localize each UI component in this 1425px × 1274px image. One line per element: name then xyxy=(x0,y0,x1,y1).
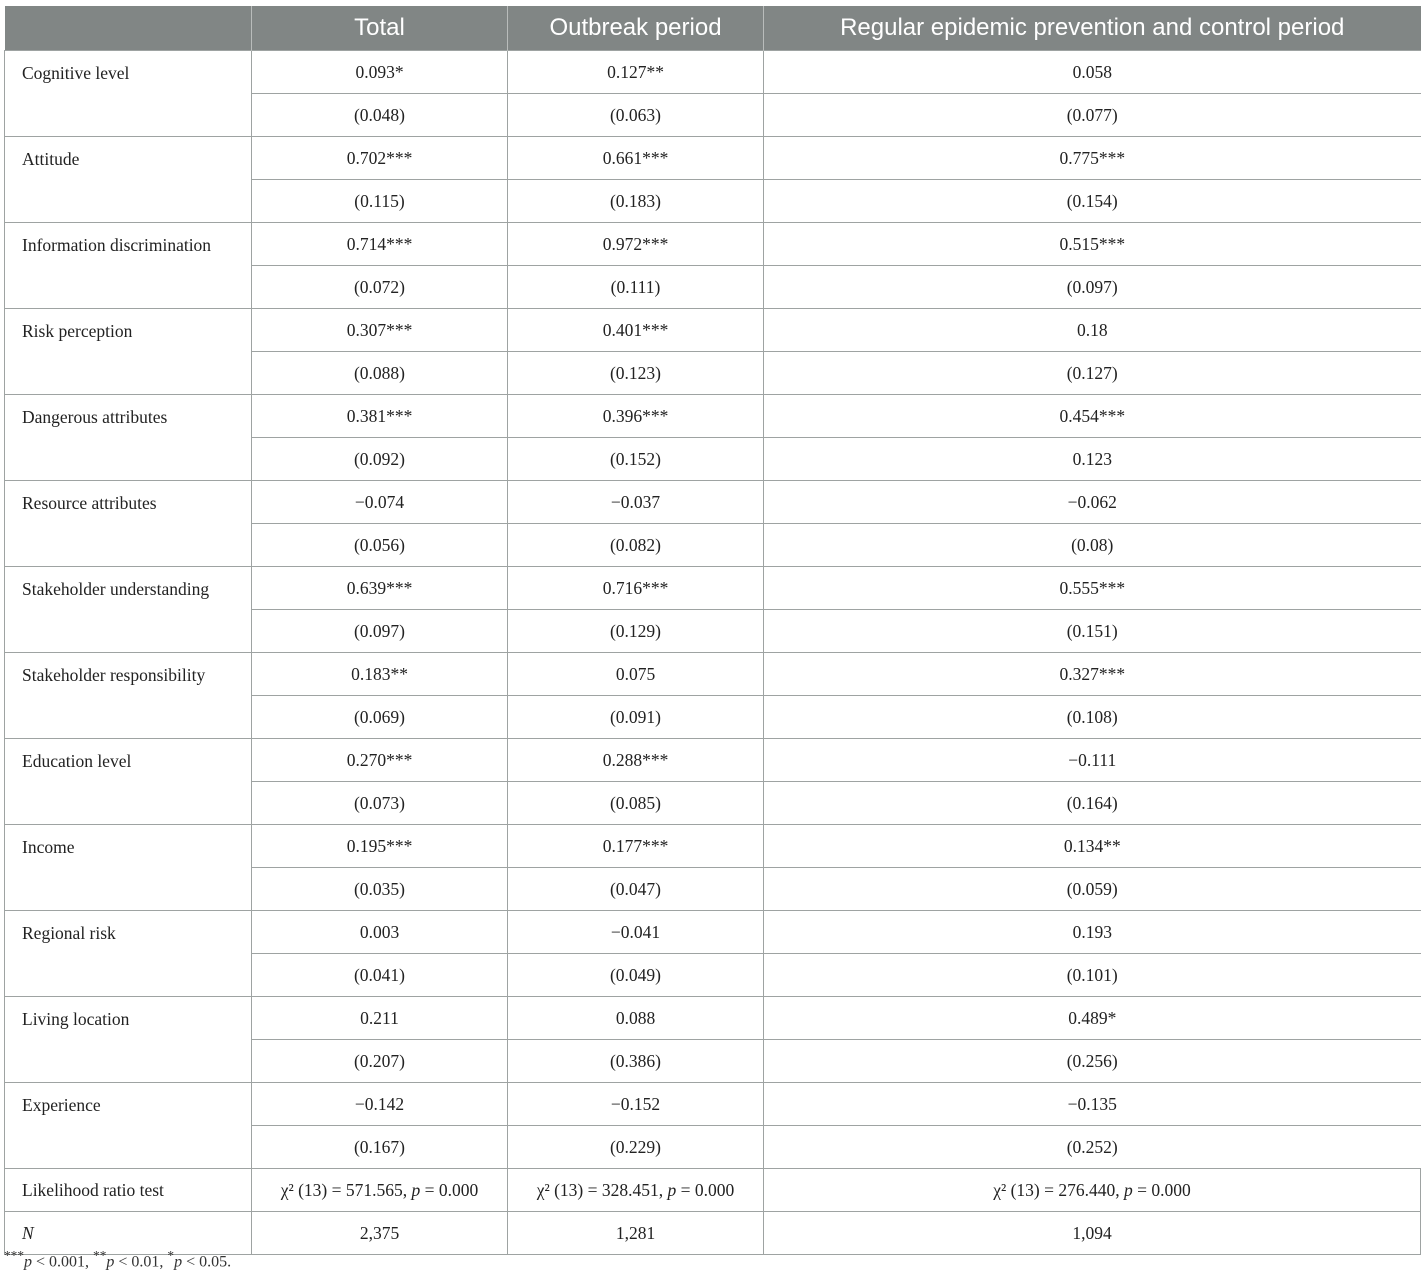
std-error-cell: (0.059) xyxy=(764,868,1421,911)
std-error-cell: (0.111) xyxy=(508,266,764,309)
sample-size-cell: 1,281 xyxy=(508,1212,764,1255)
std-error-cell: (0.256) xyxy=(764,1040,1421,1083)
coefficient-cell: −0.062 xyxy=(764,481,1421,524)
coefficient-cell: 0.489* xyxy=(764,997,1421,1040)
row-label: Stakeholder understanding xyxy=(5,567,252,653)
std-error-cell: (0.088) xyxy=(252,352,508,395)
std-error-cell: (0.152) xyxy=(508,438,764,481)
std-error-cell: (0.115) xyxy=(252,180,508,223)
std-error-cell: (0.073) xyxy=(252,782,508,825)
equals: = xyxy=(676,1179,695,1200)
std-error-cell: (0.252) xyxy=(764,1126,1421,1169)
row-label: Stakeholder responsibility xyxy=(5,653,252,739)
coefficient-cell: 0.134** xyxy=(764,825,1421,868)
sample-size-cell: 1,094 xyxy=(764,1212,1421,1255)
coefficient-cell: −0.135 xyxy=(764,1083,1421,1126)
std-error-cell: (0.123) xyxy=(508,352,764,395)
coefficient-cell: 0.211 xyxy=(252,997,508,1040)
chi-square-value: 276.440 xyxy=(1058,1179,1116,1200)
row-label: Cognitive level xyxy=(5,51,252,137)
coefficient-cell: 0.003 xyxy=(252,911,508,954)
std-error-cell: (0.047) xyxy=(508,868,764,911)
row-label: Income xyxy=(5,825,252,911)
coefficient-cell: 0.381*** xyxy=(252,395,508,438)
std-error-cell: (0.092) xyxy=(252,438,508,481)
p-value: 0.000 xyxy=(1151,1179,1191,1200)
coefficient-cell: 0.639*** xyxy=(252,567,508,610)
header-cell-outbreak: Outbreak period xyxy=(508,6,764,51)
coefficient-cell: 0.183** xyxy=(252,653,508,696)
coefficient-cell: 0.555*** xyxy=(764,567,1421,610)
row-label: Attitude xyxy=(5,137,252,223)
std-error-cell: (0.151) xyxy=(764,610,1421,653)
coefficient-cell: 0.193 xyxy=(764,911,1421,954)
equals: = xyxy=(1132,1179,1152,1200)
row-label: Regional risk xyxy=(5,911,252,997)
std-error-cell: (0.063) xyxy=(508,94,764,137)
std-error-cell: (0.08) xyxy=(764,524,1421,567)
n-label: N xyxy=(22,1222,34,1243)
coefficient-cell: 0.327*** xyxy=(764,653,1421,696)
sample-size-cell: 2,375 xyxy=(252,1212,508,1255)
coefficient-cell: 0.515*** xyxy=(764,223,1421,266)
table-row xyxy=(5,137,1421,180)
regression-table xyxy=(4,6,1421,1255)
std-error-cell: (0.183) xyxy=(508,180,764,223)
std-error-cell: (0.167) xyxy=(252,1126,508,1169)
likelihood-ratio-row xyxy=(5,1169,1421,1212)
std-error-cell: (0.097) xyxy=(764,266,1421,309)
chi-square-value: 328.451 xyxy=(601,1179,659,1200)
table-row xyxy=(5,567,1421,610)
equals: = xyxy=(420,1179,439,1200)
std-error-cell: (0.207) xyxy=(252,1040,508,1083)
p-symbol: p xyxy=(1124,1179,1133,1200)
coefficient-cell: 0.714*** xyxy=(252,223,508,266)
std-error-cell: (0.101) xyxy=(764,954,1421,997)
std-error-cell: (0.108) xyxy=(764,696,1421,739)
std-error-cell: (0.072) xyxy=(252,266,508,309)
table-row xyxy=(5,309,1421,352)
std-error-cell: (0.154) xyxy=(764,180,1421,223)
std-error-cell: (0.127) xyxy=(764,352,1421,395)
coefficient-cell: 0.177*** xyxy=(508,825,764,868)
p-symbol: p xyxy=(667,1179,677,1200)
table-header-row xyxy=(5,6,1421,51)
table-row xyxy=(5,911,1421,954)
header-cell-total: Total xyxy=(252,6,508,51)
std-error-cell: (0.069) xyxy=(252,696,508,739)
coefficient-cell: −0.037 xyxy=(508,481,764,524)
std-error-cell: (0.049) xyxy=(508,954,764,997)
std-error-cell: (0.386) xyxy=(508,1040,764,1083)
coefficient-cell: −0.111 xyxy=(764,739,1421,782)
row-label: Resource attributes xyxy=(5,481,252,567)
chi-square-prefix: χ² (13) = xyxy=(280,1179,346,1200)
likelihood-ratio-cell xyxy=(764,1169,1421,1212)
coefficient-cell: 0.454*** xyxy=(764,395,1421,438)
coefficient-cell: −0.041 xyxy=(508,911,764,954)
coefficient-cell: 0.307*** xyxy=(252,309,508,352)
row-label: Education level xyxy=(5,739,252,825)
std-error-cell: (0.129) xyxy=(508,610,764,653)
coefficient-cell: 0.270*** xyxy=(252,739,508,782)
row-label: Risk perception xyxy=(5,309,252,395)
table-body xyxy=(5,51,1421,1255)
std-error-cell: (0.048) xyxy=(252,94,508,137)
regression-table-container xyxy=(4,6,1420,1255)
std-error-cell: (0.082) xyxy=(508,524,764,567)
chi-square-value: 571.565 xyxy=(345,1179,403,1200)
std-error-cell: (0.164) xyxy=(764,782,1421,825)
row-label: Living location xyxy=(5,997,252,1083)
coefficient-cell: 0.396*** xyxy=(508,395,764,438)
coefficient-cell: 0.093* xyxy=(252,51,508,94)
likelihood-ratio-cell xyxy=(508,1169,764,1212)
coefficient-cell: 0.775*** xyxy=(764,137,1421,180)
coefficient-cell: −0.074 xyxy=(252,481,508,524)
row-label: Dangerous attributes xyxy=(5,395,252,481)
coefficient-cell: 0.702*** xyxy=(252,137,508,180)
std-error-cell: (0.085) xyxy=(508,782,764,825)
row-label: Experience xyxy=(5,1083,252,1169)
coefficient-cell: 0.088 xyxy=(508,997,764,1040)
chi-square-prefix: χ² (13) = xyxy=(536,1179,602,1200)
table-row xyxy=(5,51,1421,94)
std-error-cell: 0.123 xyxy=(764,438,1421,481)
std-error-cell: (0.041) xyxy=(252,954,508,997)
coefficient-cell: 0.058 xyxy=(764,51,1421,94)
separator: , xyxy=(658,1179,668,1200)
header-cell-blank xyxy=(5,6,252,51)
std-error-cell: (0.229) xyxy=(508,1126,764,1169)
table-row xyxy=(5,395,1421,438)
coefficient-cell: −0.152 xyxy=(508,1083,764,1126)
table-row xyxy=(5,739,1421,782)
table-row xyxy=(5,997,1421,1040)
coefficient-cell: 0.716*** xyxy=(508,567,764,610)
header-cell-regular: Regular epidemic prevention and control period xyxy=(764,6,1421,51)
table-row xyxy=(5,653,1421,696)
row-label: Likelihood ratio test xyxy=(5,1169,252,1212)
table-row xyxy=(5,825,1421,868)
std-error-cell: (0.077) xyxy=(764,94,1421,137)
table-row xyxy=(5,481,1421,524)
coefficient-cell: −0.142 xyxy=(252,1083,508,1126)
p-value: 0.000 xyxy=(694,1179,735,1200)
std-error-cell: (0.097) xyxy=(252,610,508,653)
p-symbol: p xyxy=(411,1179,421,1200)
coefficient-cell: 0.18 xyxy=(764,309,1421,352)
std-error-cell: (0.035) xyxy=(252,868,508,911)
coefficient-cell: 0.401*** xyxy=(508,309,764,352)
table-row xyxy=(5,1083,1421,1126)
separator: , xyxy=(1115,1179,1125,1200)
coefficient-cell: 0.075 xyxy=(508,653,764,696)
row-label: Information discrimination xyxy=(5,223,252,309)
likelihood-ratio-cell xyxy=(252,1169,508,1212)
coefficient-cell: 0.661*** xyxy=(508,137,764,180)
coefficient-cell: 0.127** xyxy=(508,51,764,94)
significance-note: ***p < 0.001, **p < 0.01, *p < 0.05. xyxy=(4,1248,232,1271)
separator: , xyxy=(402,1179,412,1200)
chi-square-prefix: χ² (13) = xyxy=(993,1179,1059,1200)
coefficient-cell: 0.195*** xyxy=(252,825,508,868)
table-row xyxy=(5,223,1421,266)
std-error-cell: (0.091) xyxy=(508,696,764,739)
coefficient-cell: 0.288*** xyxy=(508,739,764,782)
coefficient-cell: 0.972*** xyxy=(508,223,764,266)
std-error-cell: (0.056) xyxy=(252,524,508,567)
p-value: 0.000 xyxy=(438,1179,479,1200)
